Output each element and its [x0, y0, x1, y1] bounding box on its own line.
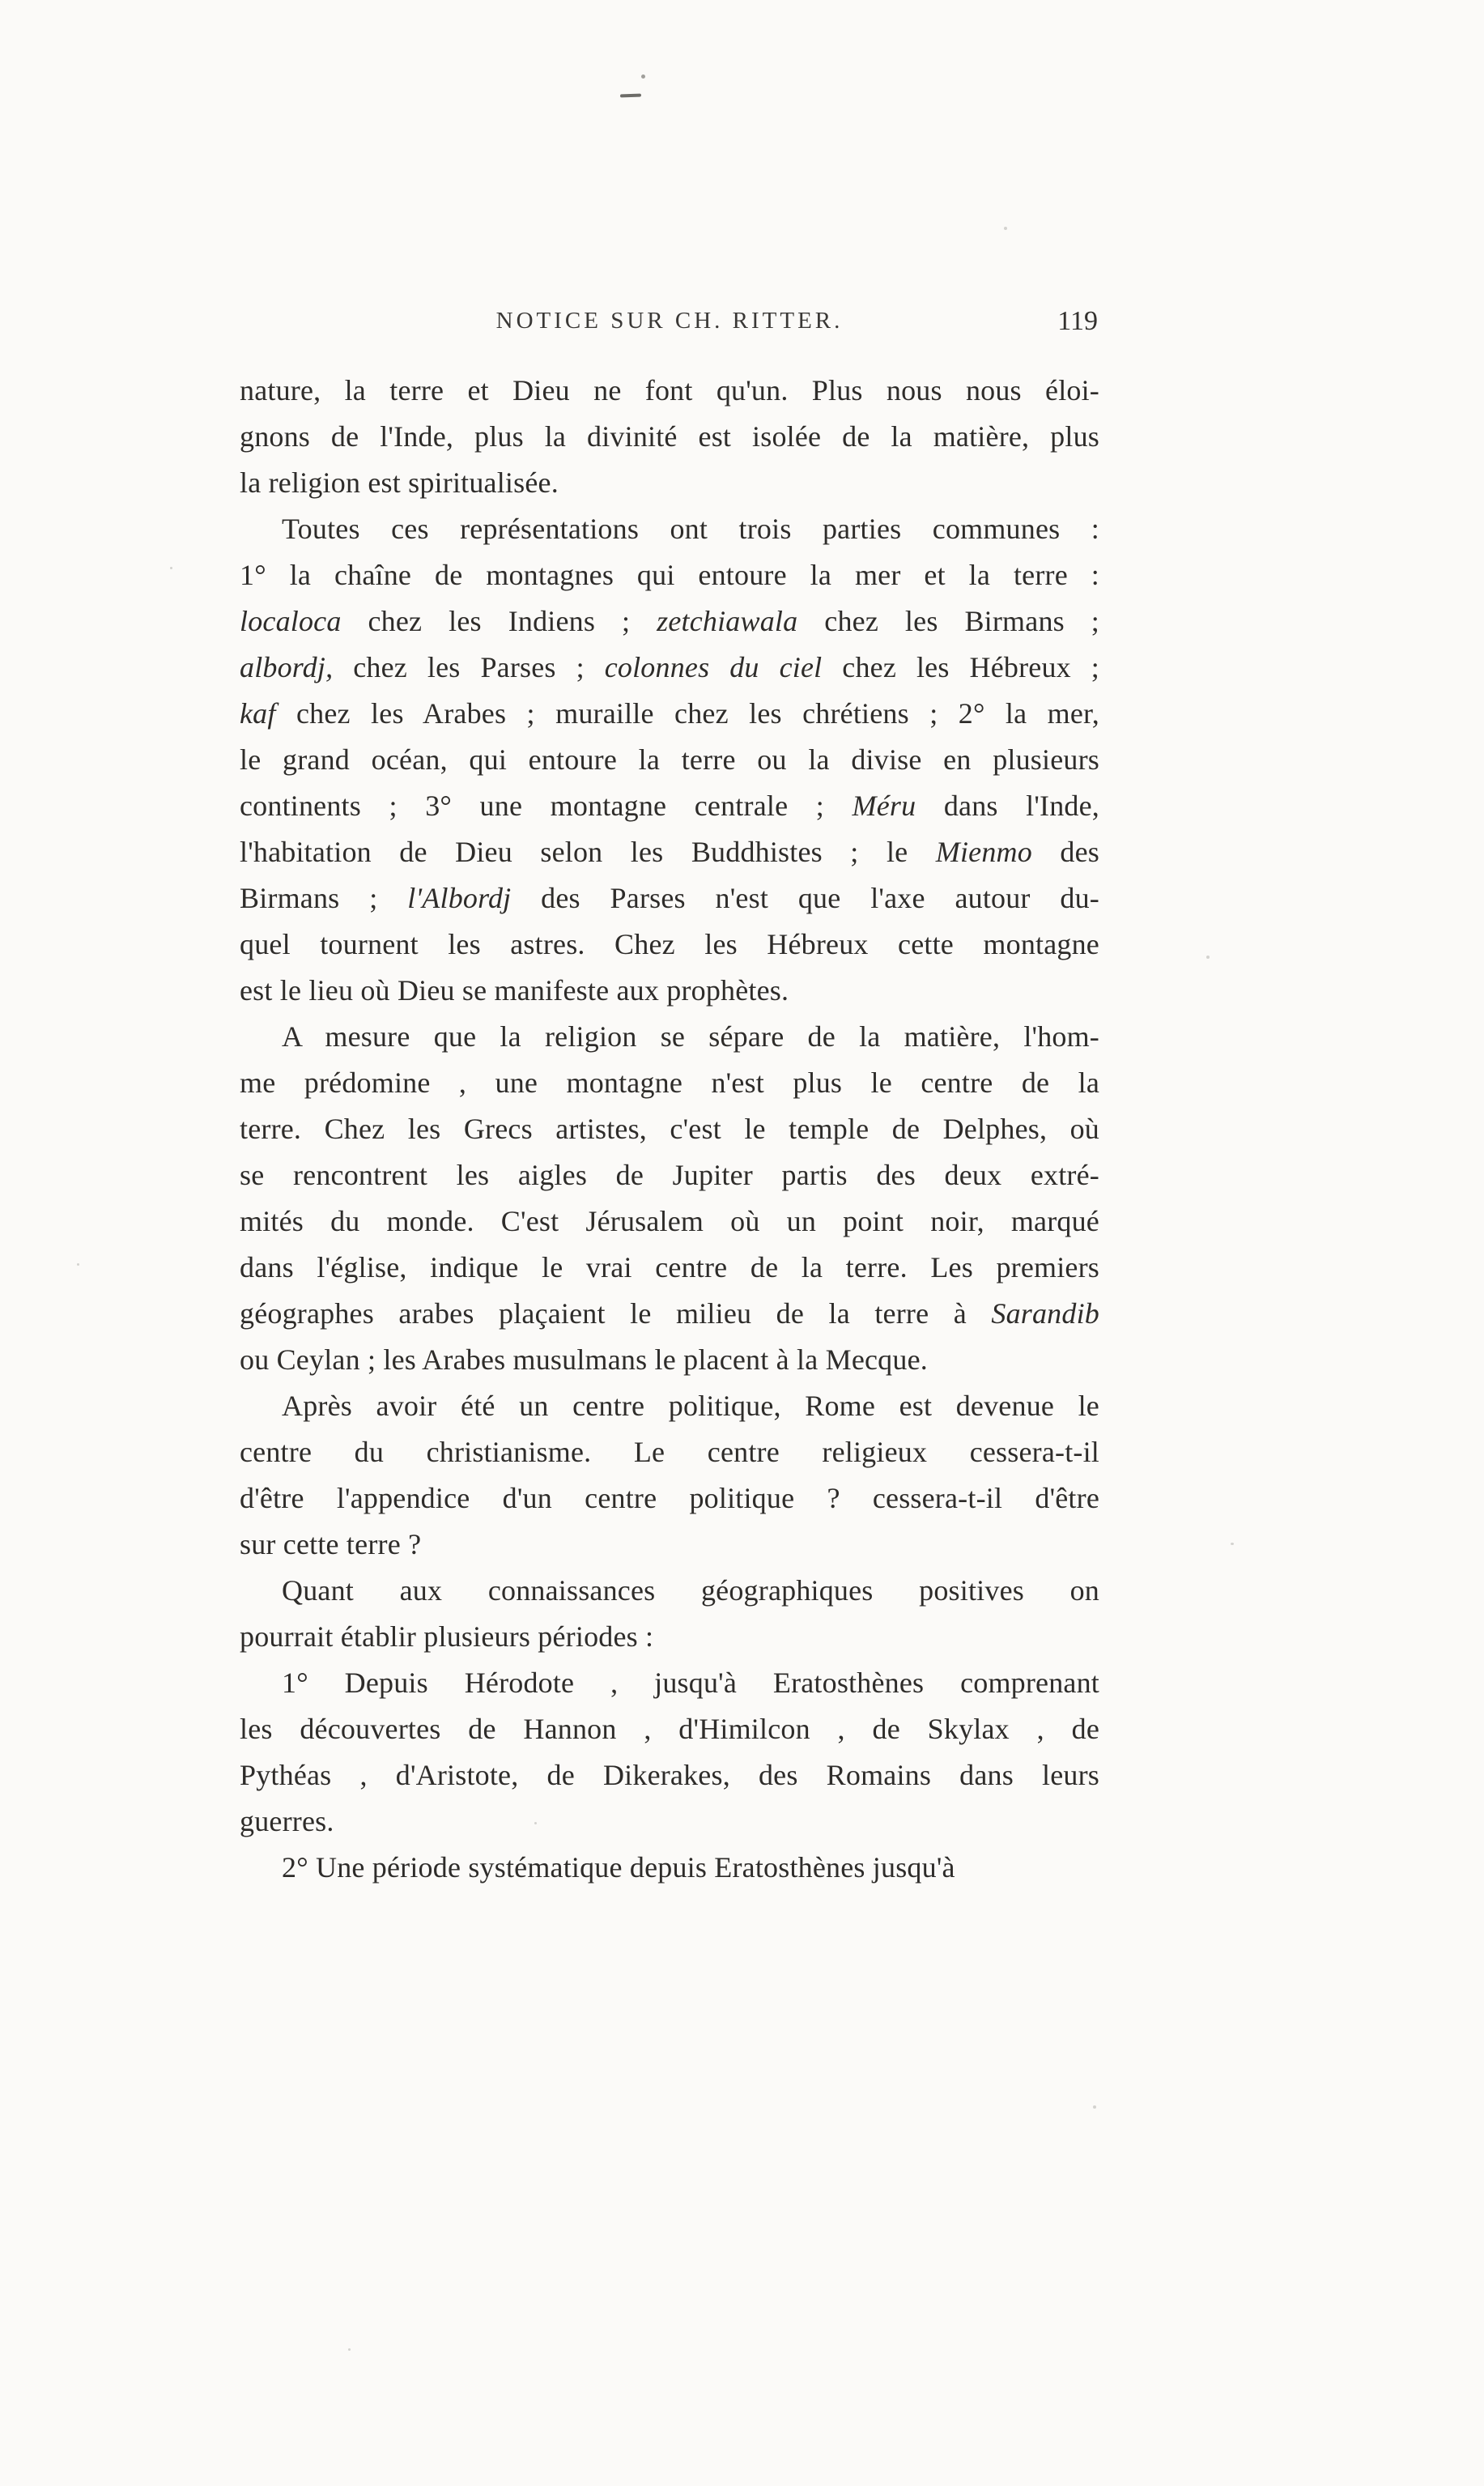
text-segment: Toutes ces représentations ont trois parties communes : [282, 513, 1099, 545]
text-segment: les découvertes de Hannon , d'Himilcon , de Skylax , de [240, 1713, 1099, 1745]
text-segment: continents ; 3° une montagne centrale ; [240, 790, 853, 822]
text-segment: Quant aux connaissances géographiques positives on [282, 1574, 1099, 1607]
text-segment: chez les Hébreux ; [822, 651, 1099, 683]
text-segment: Après avoir été un centre politique, Rome est devenue le [282, 1390, 1099, 1422]
text-line [240, 1614, 1099, 1660]
text-segment: 1° la chaîne de montagnes qui entoure la mer et la terre : [240, 559, 1099, 591]
text-segment: géographes arabes plaçaient le milieu de la terre à [240, 1297, 992, 1330]
text-segment: gnons de l'Inde, plus la divinité est isolée de la matière, plus [240, 420, 1099, 453]
running-head [240, 308, 1099, 343]
italic-text-segment: zetchiawala [657, 605, 798, 637]
text-segment: chez les Parses ; [333, 651, 605, 683]
text-segment: 1° Depuis Hérodote , jusqu'à Eratosthènes comprenant [282, 1667, 1099, 1699]
text-line [240, 1660, 1099, 1706]
text-segment: dans l'Inde, [916, 790, 1099, 822]
running-title: NOTICE SUR CH. RITTER. [495, 308, 844, 334]
text-line [240, 875, 1099, 922]
text-line [240, 783, 1099, 829]
text-line [240, 1152, 1099, 1198]
italic-text-segment: localoca [240, 605, 342, 637]
scan-speck [1206, 956, 1210, 959]
text-line [240, 645, 1099, 691]
text-line [240, 1198, 1099, 1245]
text-line [240, 1845, 1099, 1891]
italic-text-segment: Méru [852, 790, 916, 822]
text-segment: la religion est spiritualisée. [240, 466, 559, 499]
text-segment: l'habitation de Dieu selon les Buddhistes ; le [240, 836, 936, 868]
text-segment: me prédomine , une montagne n'est plus le centre de la [240, 1066, 1099, 1099]
italic-text-segment: kaf [240, 697, 276, 730]
text-line [240, 598, 1099, 645]
text-line [240, 1291, 1099, 1337]
text-segment: chez les Indiens ; [341, 605, 657, 637]
text-line [240, 1106, 1099, 1152]
text-segment: des [1031, 836, 1099, 868]
text-line [240, 1245, 1099, 1291]
scan-speck [1093, 2105, 1096, 2109]
text-segment: le grand océan, qui entoure la terre ou la divise en plusieurs [240, 743, 1099, 776]
text-line [240, 1014, 1099, 1060]
text-segment: Birmans ; [240, 882, 408, 914]
text-line [240, 552, 1099, 598]
scan-speck [1004, 227, 1007, 230]
text-segment: d'être l'appendice d'un centre politique ? cessera-t-il d'être [240, 1482, 1099, 1514]
italic-text-segment: albordj, [240, 651, 334, 683]
italic-text-segment: colonnes du ciel [604, 651, 823, 683]
text-line [240, 1383, 1099, 1429]
text-segment: guerres. [240, 1805, 334, 1837]
text-segment: sur cette terre ? [240, 1528, 422, 1560]
text-line [240, 1522, 1099, 1568]
page-number: 119 [1057, 306, 1098, 336]
text-segment: des Parses n'est que l'axe autour du- [511, 882, 1099, 914]
text-segment: se rencontrent les aigles de Jupiter partis des deux extré- [240, 1159, 1099, 1191]
text-line [240, 968, 1099, 1014]
text-line [240, 829, 1099, 875]
text-line [240, 1568, 1099, 1614]
text-block [240, 368, 1099, 1891]
text-segment: ou Ceylan ; les Arabes musulmans le placent à la Mecque. [240, 1343, 928, 1376]
text-segment: est le lieu où Dieu se manifeste aux prophètes. [240, 974, 789, 1007]
scan-speck [77, 1263, 79, 1266]
text-line [240, 737, 1099, 783]
italic-text-segment: l'Albordj [407, 882, 512, 914]
italic-text-segment: Sarandib [991, 1297, 1099, 1330]
text-line [240, 1337, 1099, 1383]
text-line [240, 1799, 1099, 1845]
scan-artifact-dot [641, 74, 645, 79]
text-segment: nature, la terre et Dieu ne font qu'un. Plus nous nous éloi- [240, 374, 1099, 407]
text-line [240, 691, 1099, 737]
text-line [240, 1060, 1099, 1106]
text-segment: A mesure que la religion se sépare de la matière, l'hom- [282, 1020, 1099, 1053]
text-line [240, 922, 1099, 968]
text-line [240, 368, 1099, 414]
text-line [240, 1429, 1099, 1475]
text-segment: dans l'église, indique le vrai centre de la terre. Les premiers [240, 1251, 1099, 1283]
text-segment: terre. Chez les Grecs artistes, c'est le temple de Delphes, où [240, 1113, 1099, 1145]
text-segment: quel tournent les astres. Chez les Hébreux cette montagne [240, 928, 1099, 960]
scan-speck [348, 2348, 351, 2351]
text-line [240, 506, 1099, 552]
text-segment: Pythéas , d'Aristote, de Dikerakes, des Romains dans leurs [240, 1759, 1099, 1791]
text-line [240, 1475, 1099, 1522]
text-line [240, 414, 1099, 460]
text-line [240, 1706, 1099, 1752]
scan-speck [170, 567, 172, 569]
text-segment: chez les Birmans ; [797, 605, 1099, 637]
text-segment: centre du christianisme. Le centre religieux cessera-t-il [240, 1436, 1099, 1468]
italic-text-segment: Mienmo [935, 836, 1032, 868]
text-segment: 2° Une période systématique depuis Eratosthènes jusqu'à [282, 1851, 955, 1884]
text-segment: mités du monde. C'est Jérusalem où un point noir, marqué [240, 1205, 1099, 1237]
scan-artifact-dash [620, 94, 641, 98]
scan-speck [1231, 1543, 1234, 1545]
text-column [240, 308, 1099, 1891]
text-segment: pourrait établir plusieurs périodes : [240, 1620, 654, 1653]
text-line [240, 460, 1099, 506]
text-segment: chez les Arabes ; muraille chez les chrétiens ; 2° la mer, [275, 697, 1099, 730]
text-line [240, 1752, 1099, 1799]
